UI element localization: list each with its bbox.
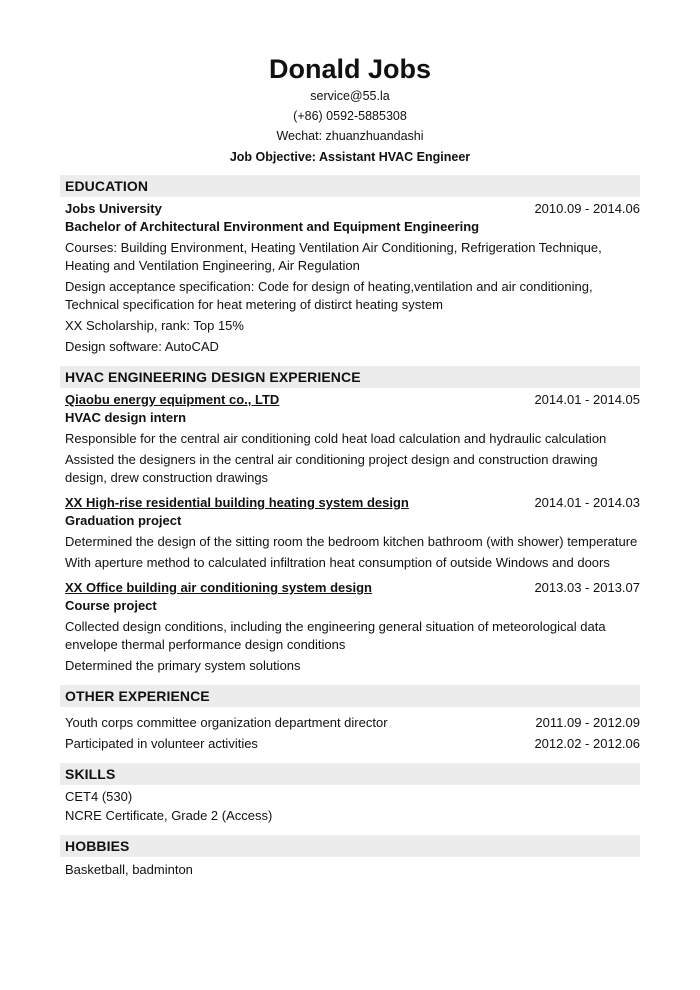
hobbies-text: Basketball, badminton	[65, 862, 193, 877]
section-title: HOBBIES	[60, 835, 640, 857]
organization-name: XX Office building air conditioning system design	[65, 580, 372, 595]
school-name: Jobs University	[65, 201, 162, 216]
hobbies-section	[60, 835, 640, 879]
date-range: 2014.01 - 2014.05	[534, 392, 640, 407]
skill-item: NCRE Certificate, Grade 2 (Access)	[65, 808, 273, 823]
skills-section	[60, 763, 640, 825]
list-item	[65, 714, 640, 732]
experience-line: Determined the primary system solutions	[65, 658, 301, 673]
organization-name: XX High-rise residential building heating system design	[65, 495, 409, 510]
resume-header	[0, 0, 700, 168]
section-title: OTHER EXPERIENCE	[60, 685, 640, 707]
education-line: Courses: Building Environment, Heating Ventilation Air Conditioning, Refrigeration Technique, Heating and Ventilation Engineering, Air Regulation	[65, 240, 602, 273]
candidate-name: Donald Jobs	[268, 54, 431, 84]
organization-name: Qiaobu energy equipment co., LTD	[65, 392, 280, 407]
education-section	[60, 175, 640, 356]
role-title: Graduation project	[65, 513, 182, 528]
hvac-experience-section	[60, 366, 640, 675]
section-title: EDUCATION	[60, 175, 640, 197]
experience-entry	[65, 580, 640, 675]
experience-entry	[65, 495, 640, 572]
job-objective: Job Objective: Assistant HVAC Engineer	[229, 150, 471, 164]
experience-line: Responsible for the central air conditioning cold heat load calculation and hydraulic calculation	[65, 431, 607, 446]
date-range: 2012.02 - 2012.06	[534, 736, 640, 751]
phone-text: (+86) 0592-5885308	[293, 109, 407, 123]
email-text: service@55.la	[310, 89, 390, 103]
date-range: 2010.09 - 2014.06	[534, 201, 640, 216]
education-line: Design acceptance specification: Code for design of heating,ventilation and air conditioning, Technical specification for heat metering of distirct heating system	[65, 279, 593, 312]
experience-line: With aperture method to calculated infiltration heat consumption of outside Windows and doors	[65, 555, 610, 570]
skill-item: CET4 (530)	[65, 789, 133, 804]
other-experience-section	[60, 685, 640, 753]
role-title: Course project	[65, 598, 157, 613]
wechat-text: Wechat: zhuanzhuandashi	[276, 129, 424, 143]
resume-content	[60, 175, 640, 889]
experience-entry	[65, 392, 640, 487]
section-title: HVAC ENGINEERING DESIGN EXPERIENCE	[60, 366, 640, 388]
education-line: Design software: AutoCAD	[65, 339, 219, 354]
other-experience-text: Youth corps committee organization department director	[65, 715, 388, 730]
list-item	[65, 735, 640, 753]
education-line: XX Scholarship, rank: Top 15%	[65, 318, 244, 333]
role-title: HVAC design intern	[65, 410, 187, 425]
degree-title: Bachelor of Architectural Environment and Equipment Engineering	[65, 219, 480, 234]
experience-line: Collected design conditions, including the engineering general situation of meteorological data envelope thermal performance design conditions	[65, 619, 606, 652]
date-range: 2014.01 - 2014.03	[534, 495, 640, 510]
section-title: SKILLS	[60, 763, 640, 785]
experience-line: Assisted the designers in the central air conditioning project design and construction drawing design, drew construction drawings	[65, 452, 598, 485]
other-experience-text: Participated in volunteer activities	[65, 736, 258, 751]
date-range: 2011.09 - 2012.09	[535, 715, 640, 730]
experience-line: Determined the design of the sitting room the bedroom kitchen bathroom (with shower) temperature	[65, 534, 638, 549]
date-range: 2013.03 - 2013.07	[534, 580, 640, 595]
